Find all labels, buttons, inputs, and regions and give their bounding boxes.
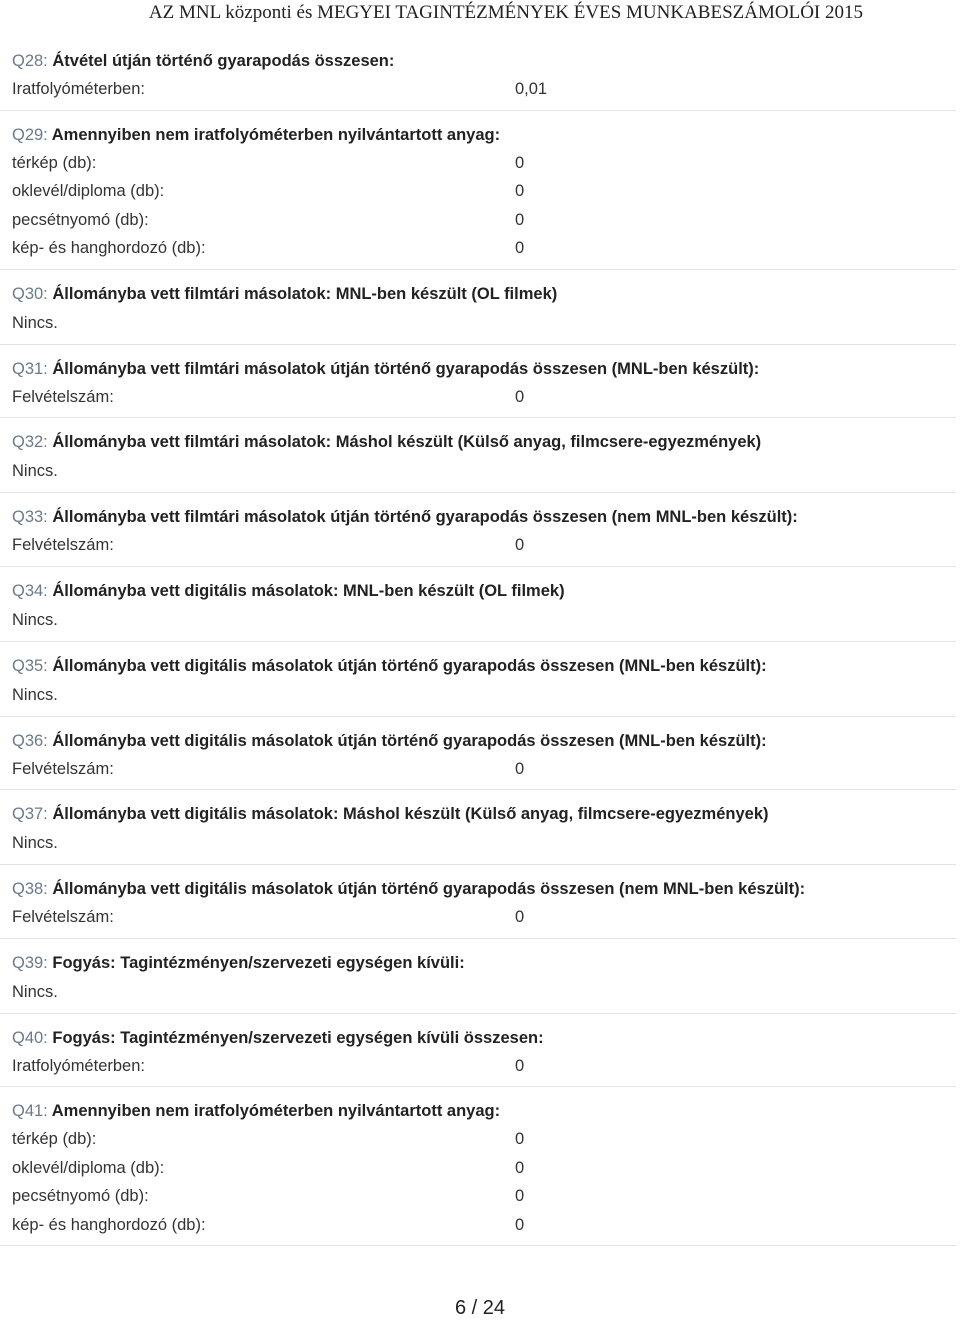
question-block: [0, 354, 956, 419]
question-title: [12, 502, 944, 531]
question-title: [12, 1096, 944, 1125]
answer-label: térkép (db):: [12, 1130, 97, 1148]
answer-value: 0: [515, 1215, 525, 1234]
answer-row: [12, 1182, 944, 1211]
answer-row: [12, 1154, 944, 1183]
question-text: Állományba vett digitális másolatok útján történő gyarapodás összesen (MNL-ben készült):: [52, 656, 767, 675]
question-text: Állományba vett filmtári másolatok útján történő gyarapodás összesen (MNL-ben készült):: [52, 359, 760, 378]
question-text: Állományba vett digitális másolatok útján történő gyarapodás összesen (nem MNL-ben készült):: [52, 880, 806, 898]
question-title: [12, 427, 944, 456]
answer-label: Iratfolyóméterben:: [12, 1056, 145, 1075]
question-block: [0, 1023, 956, 1088]
question-title: [12, 799, 944, 828]
question-number: Q36:: [12, 731, 48, 750]
answer-text: Nincs.: [12, 834, 58, 852]
answer-row: [12, 75, 944, 104]
question-block: [0, 427, 956, 493]
question-block: [0, 502, 956, 567]
question-title: [12, 46, 944, 75]
question-number: Q39:: [12, 953, 48, 972]
question-block: [0, 874, 956, 939]
answer-value: 0: [515, 759, 525, 778]
question-number: Q38:: [12, 880, 48, 898]
answer-label: Felvételszám:: [12, 387, 114, 406]
page-number: 6 / 24: [454, 1297, 506, 1319]
answer-value: 0: [515, 153, 525, 172]
answer-label: oklevél/diploma (db):: [12, 1158, 165, 1177]
answer-text: Nincs.: [12, 982, 58, 1001]
question-title: [12, 354, 944, 383]
answer-label: oklevél/diploma (db):: [12, 182, 165, 200]
question-block: [0, 948, 956, 1014]
answer-value: 0: [515, 387, 525, 406]
question-title: [12, 279, 944, 308]
answer-label: Felvételszám:: [12, 536, 114, 554]
question-block: [0, 279, 956, 345]
answer-label: Felvételszám:: [12, 908, 114, 926]
question-block: [0, 799, 956, 865]
answer-value: 0: [515, 239, 525, 257]
question-title: [12, 576, 944, 605]
answer-label: kép- és hanghordozó (db):: [12, 239, 206, 257]
question-block: [0, 576, 956, 642]
answer-value: 0: [515, 1158, 525, 1177]
answer-row: [12, 234, 944, 263]
question-text: Állományba vett digitális másolatok útján történő gyarapodás összesen (MNL-ben készült):: [52, 731, 767, 750]
answer-row: [12, 149, 944, 178]
answer-text: Nincs.: [12, 462, 58, 480]
answer-label: pecsétnyomó (db):: [12, 1187, 149, 1205]
answer-label: kép- és hanghordozó (db):: [12, 1215, 206, 1234]
question-block: [0, 120, 956, 270]
question-block: [0, 651, 956, 717]
question-title: [12, 1023, 944, 1052]
answer-row: [12, 1052, 944, 1081]
answer-row: [12, 903, 944, 932]
question-title: [12, 120, 944, 149]
question-text: Fogyás: Tagintézményen/szervezeti egységen kívüli:: [52, 953, 465, 972]
question-number: Q31:: [12, 359, 48, 378]
answer-row: [12, 383, 944, 412]
answer-label: térkép (db):: [12, 153, 97, 172]
question-number: Q29:: [12, 125, 48, 144]
question-title: [12, 874, 944, 903]
question-block: [0, 46, 956, 111]
answer-value: 0: [515, 1187, 525, 1205]
answer-row: [12, 531, 944, 560]
question-title: [12, 726, 944, 755]
question-list: [0, 46, 960, 1255]
question-text: Állományba vett filmtári másolatok útján történő gyarapodás összesen (nem MNL-ben készült):: [52, 508, 798, 526]
page-header: AZ MNL központi és MEGYEI TAGINTÉZMÉNYEK ÉVES MUNKABESZÁMOLÓI 2015: [148, 2, 863, 23]
answer-row: [12, 206, 944, 235]
answer-label: pecsétnyomó (db):: [12, 210, 149, 229]
question-text: Állományba vett filmtári másolatok: Máshol készült (Külső anyag, filmcsere-egyezmények): [52, 433, 762, 451]
question-title: [12, 948, 944, 977]
answer-row: [12, 177, 944, 206]
answer-value: 0: [515, 1056, 525, 1075]
answer-label: Felvételszám:: [12, 759, 114, 778]
answer-value: 0,01: [515, 80, 548, 98]
answer-row: [12, 1211, 944, 1240]
question-number: Q30:: [12, 284, 48, 303]
answer-value: 0: [515, 536, 525, 554]
answer-value: 0: [515, 182, 525, 200]
answer-text: Nincs.: [12, 610, 58, 629]
answer-value: 0: [515, 908, 525, 926]
answer-text: Nincs.: [12, 685, 58, 704]
question-text: Amennyiben nem iratfolyóméterben nyilvántartott anyag:: [51, 1102, 501, 1120]
question-title: [12, 651, 944, 680]
question-text: Állományba vett digitális másolatok: MNL-ben készült (OL filmek): [52, 581, 565, 600]
question-text: Állományba vett filmtári másolatok: MNL-ben készült (OL filmek): [52, 284, 558, 303]
question-number: Q37:: [12, 805, 48, 823]
answer-value: 0: [515, 210, 525, 229]
answer-row: [12, 1125, 944, 1154]
question-number: Q35:: [12, 656, 48, 675]
question-text: Állományba vett digitális másolatok: Máshol készült (Külső anyag, filmcsere-egyezmények): [52, 805, 769, 823]
answer-value: 0: [515, 1130, 525, 1148]
question-block: [0, 726, 956, 791]
question-number: Q34:: [12, 581, 48, 600]
question-number: Q33:: [12, 508, 48, 526]
question-text: Fogyás: Tagintézményen/szervezeti egységen kívüli összesen:: [52, 1028, 544, 1047]
question-number: Q32:: [12, 433, 48, 451]
answer-label: Iratfolyóméterben:: [12, 80, 145, 98]
question-number: Q28:: [12, 52, 48, 70]
question-text: Átvétel útján történő gyarapodás összesen:: [52, 52, 395, 70]
question-number: Q40:: [12, 1028, 48, 1047]
question-text: Amennyiben nem iratfolyóméterben nyilvántartott anyag:: [51, 125, 501, 144]
question-block: [0, 1096, 956, 1246]
answer-text: Nincs.: [12, 313, 58, 332]
answer-row: [12, 755, 944, 784]
question-number: Q41:: [12, 1102, 48, 1120]
